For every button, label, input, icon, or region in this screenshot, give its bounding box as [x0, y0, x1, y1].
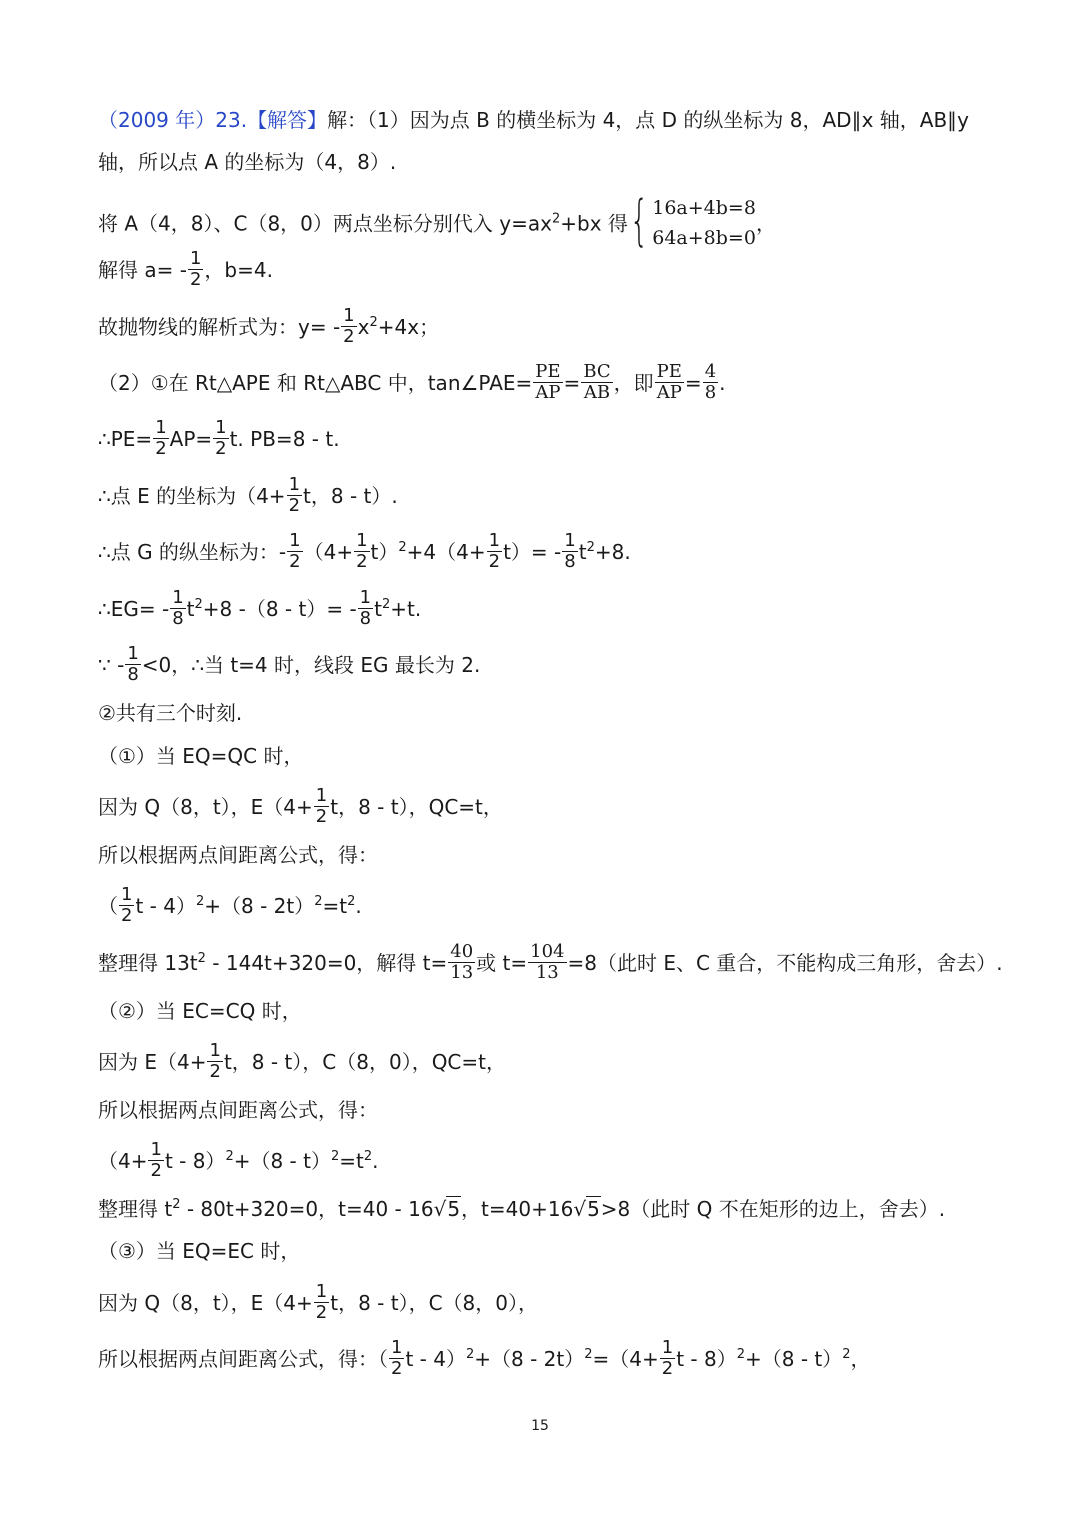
line-8: ∴点 E 的坐标为（4+ $\frac{1}{2}$ t，8 - t）. [98, 474, 398, 516]
line-3: 将 A（4，8）、C（8，0）两点坐标分别代入 $y=ax^2+bx$ 得{ 16a+4b=8 64a+8b=0 ， [98, 189, 776, 252]
line-21: （4+ $\frac{1}{2}$ $t - 8)^2+(8 - t)^2=t^2$. [98, 1139, 379, 1181]
left-brace-icon: { [629, 189, 649, 252]
line-5: 故抛物线的解析式为：y= - $\frac{1}{2}$ $x^2+4x$； [98, 305, 440, 347]
line-1 [98, 106, 969, 134]
fraction: $\frac{1}{2}$ [209, 1040, 221, 1082]
fraction: $\frac{104}{13}$ [530, 941, 565, 983]
equation-2: 64a+8b=0 [652, 227, 756, 249]
fraction: $\frac{PE}{AP}$ [535, 361, 561, 403]
fraction: $\frac{1}{2}$ [150, 1139, 162, 1181]
line-6: （2）①在 Rt△APE 和 Rt△ABC 中，tan∠PAE= $\frac{PE}{AP}$ = $\frac{BC}{AB}$ ，即 $\frac{PE}{AP}$ = $\frac{4}{8}$ . [98, 361, 726, 403]
line-12: ②共有三个时刻. [98, 701, 243, 725]
line-25: 所以根据两点间距离公式，得：（ $\frac{1}{2}$ t - 4）$^2$+（8 - 2t）$^2$=（4+ $\frac{1}{2}$ t - 8）$^2$+（8 - t）$^2$， [98, 1337, 871, 1379]
page-number: 15 [531, 1418, 549, 1434]
line-17: 整理得 $13t^2 - 144t+320=0$，解得 t= $\frac{40}{13}$ 或 t= $\frac{104}{13}$ =8（此时 E、C 重合，不能构成三角形，舍去）. [98, 941, 1003, 983]
fraction: $\frac{1}{2}$ [488, 530, 501, 572]
intro-text: 解：（1）因为点 B 的横坐标为 4，点 D 的纵坐标为 8，AD∥x 轴，AB∥y [327, 108, 970, 132]
fraction: $\frac{1}{8}$ [359, 587, 372, 629]
line-18: （②）当 EC=CQ 时， [98, 999, 302, 1023]
fraction: $\frac{1}{2}$ [289, 530, 301, 572]
fraction: $\frac{4}{8}$ [704, 361, 717, 403]
fraction: $\frac{1}{8}$ [127, 643, 139, 685]
answer-tag: 【解答】 [247, 108, 328, 132]
fraction: $\frac{1}{2}$ [189, 248, 202, 290]
line-23: （③）当 EQ=EC 时， [98, 1239, 301, 1263]
fraction: $\frac{1}{2}$ [121, 884, 133, 926]
fraction: $\frac{1}{2}$ [661, 1337, 674, 1379]
line-19: 因为 E（4+ $\frac{1}{2}$ t，8 - t），C（8，0），QC=t， [98, 1040, 506, 1082]
fraction: $\frac{1}{8}$ [564, 530, 576, 572]
line-15: 所以根据两点间距离公式，得： [98, 843, 378, 867]
fraction: $\frac{1}{2}$ [215, 417, 227, 459]
square-root: √5 [573, 1197, 600, 1221]
fraction: $\frac{1}{2}$ [288, 474, 301, 516]
fraction: $\frac{1}{2}$ [315, 1281, 328, 1323]
fraction: $\frac{1}{2}$ [391, 1337, 403, 1379]
fraction: $\frac{1}{2}$ [155, 417, 167, 459]
line-20: 所以根据两点间距离公式，得： [98, 1098, 378, 1122]
line-24: 因为 Q（8，t），E（4+ $\frac{1}{2}$ t，8 - t），C（8，0）， [98, 1281, 539, 1323]
fraction: $\frac{PE}{AP}$ [656, 361, 682, 403]
fraction: $\frac{1}{2}$ [315, 785, 328, 827]
line-13: （①）当 EQ=QC 时， [98, 744, 304, 768]
line-22: 整理得 $t^2 - 80t+320=0$，t=40 - 16√5，t=40+16√5>8（此时 Q 不在矩形的边上，舍去）. [98, 1197, 946, 1221]
line-16: （ $\frac{1}{2}$ $t - 4)^2+(8 - 2t)^2=t^2$. [98, 884, 362, 926]
line-11: ∵ - $\frac{1}{8}$ <0，∴当 t=4 时，线段 EG 最长为 2. [98, 643, 481, 685]
line-9: ∴点 G 的纵坐标为：- $\frac{1}{2}$ （4+ $\frac{1}{2}$ t）$^2$+4（4+ $\frac{1}{2}$ t）= - $\frac{1}{8}$ $t^2+8$. [98, 530, 631, 572]
fraction: $\frac{1}{8}$ [172, 587, 184, 629]
equation-system [652, 193, 756, 253]
fraction: $\frac{1}{2}$ [343, 305, 355, 347]
fraction: $\frac{BC}{AB}$ [583, 361, 611, 403]
square-root: √5 [433, 1197, 461, 1221]
fraction: $\frac{1}{2}$ [356, 530, 368, 572]
line-7: ∴PE= $\frac{1}{2}$ AP= $\frac{1}{2}$ t. PB=8 - t. [98, 417, 340, 459]
equation-1: 16a+4b=8 [652, 197, 756, 219]
year-tag: （2009 年）23. [98, 108, 248, 132]
line-14: 因为 Q（8，t），E（4+ $\frac{1}{2}$ t，8 - t），QC=t， [98, 785, 503, 827]
fraction: $\frac{40}{13}$ [450, 941, 474, 983]
line-2: 轴，所以点 A 的坐标为（4，8）. [98, 150, 397, 174]
line-4: 解得 a= - $\frac{1}{2}$ ，b=4. [98, 248, 273, 290]
line-10: ∴EG= - $\frac{1}{8}$ $t^2+8$ -（8 - t）= - $\frac{1}{8}$ $t^2+t$. [98, 587, 422, 629]
